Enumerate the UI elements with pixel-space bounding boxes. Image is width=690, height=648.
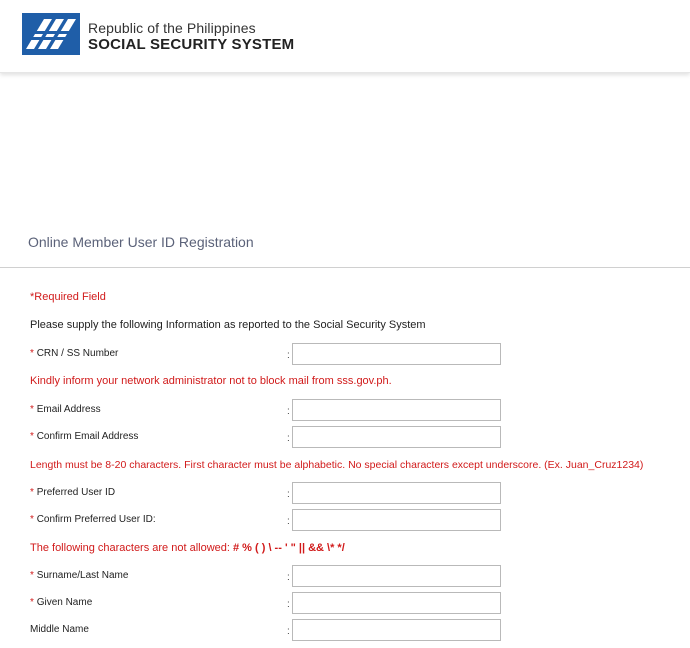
confirm-user-id-label xyxy=(30,514,156,525)
colon: : xyxy=(287,433,290,444)
confirm-email-label xyxy=(30,431,138,442)
page-title: Online Member User ID Registration xyxy=(28,234,254,250)
colon: : xyxy=(287,406,290,417)
crn-label-text: CRN / SS Number xyxy=(36,348,119,359)
email-input[interactable] xyxy=(292,399,501,421)
middle-name-label-text: Middle Name xyxy=(30,624,89,635)
colon: : xyxy=(287,572,290,583)
given-name-label-text: Given Name xyxy=(36,597,93,608)
colon: : xyxy=(287,489,290,500)
org-name-text: SOCIAL SECURITY SYSTEM xyxy=(88,36,295,53)
disallowed-chars-list: # % ( ) \ -- ' " || && \* */ xyxy=(233,542,345,554)
crn-input[interactable] xyxy=(292,343,501,365)
required-marker: * xyxy=(30,487,34,498)
email-label-text: Email Address xyxy=(36,404,101,415)
colon: : xyxy=(287,350,290,361)
surname-label xyxy=(30,570,128,581)
user-id-input[interactable] xyxy=(292,482,501,504)
email-note: Kindly inform your network administrator not to block mail from sss.gov.ph. xyxy=(30,375,392,387)
user-id-label xyxy=(30,487,115,498)
surname-label-text: Surname/Last Name xyxy=(36,570,129,581)
confirm-email-label-text: Confirm Email Address xyxy=(36,431,139,442)
user-id-label-text: Preferred User ID xyxy=(36,487,116,498)
site-header xyxy=(0,0,690,73)
user-id-rules-note: Length must be 8-20 characters. First character must be alphabetic. No special characters except underscore. (Ex. Juan_Cruz1234) xyxy=(30,459,644,471)
confirm-user-id-label-text: Confirm Preferred User ID: xyxy=(36,514,156,525)
required-marker: * xyxy=(30,570,34,581)
required-marker: * xyxy=(30,348,34,359)
email-label xyxy=(30,404,101,415)
required-field-note: *Required Field xyxy=(30,291,106,303)
given-name-input[interactable] xyxy=(292,592,501,614)
required-marker: * xyxy=(30,597,34,608)
surname-input[interactable] xyxy=(292,565,501,587)
required-marker: * xyxy=(30,514,34,525)
confirm-email-input[interactable] xyxy=(292,426,501,448)
crn-label xyxy=(30,348,118,359)
colon: : xyxy=(287,516,290,527)
colon: : xyxy=(287,626,290,637)
required-marker: * xyxy=(30,431,34,442)
given-name-label xyxy=(30,597,92,608)
colon: : xyxy=(287,599,290,610)
middle-name-input[interactable] xyxy=(292,619,501,641)
middle-name-label xyxy=(30,624,89,635)
required-marker: * xyxy=(30,404,34,415)
title-divider xyxy=(0,267,690,268)
confirm-user-id-input[interactable] xyxy=(292,509,501,531)
disallowed-chars-prefix: The following characters are not allowed: xyxy=(30,542,233,554)
disallowed-chars-note xyxy=(30,542,345,554)
sss-logo-icon xyxy=(22,13,80,55)
instruction-text: Please supply the following Information as reported to the Social Security System xyxy=(30,319,426,331)
org-country-text: Republic of the Philippines xyxy=(88,20,256,36)
